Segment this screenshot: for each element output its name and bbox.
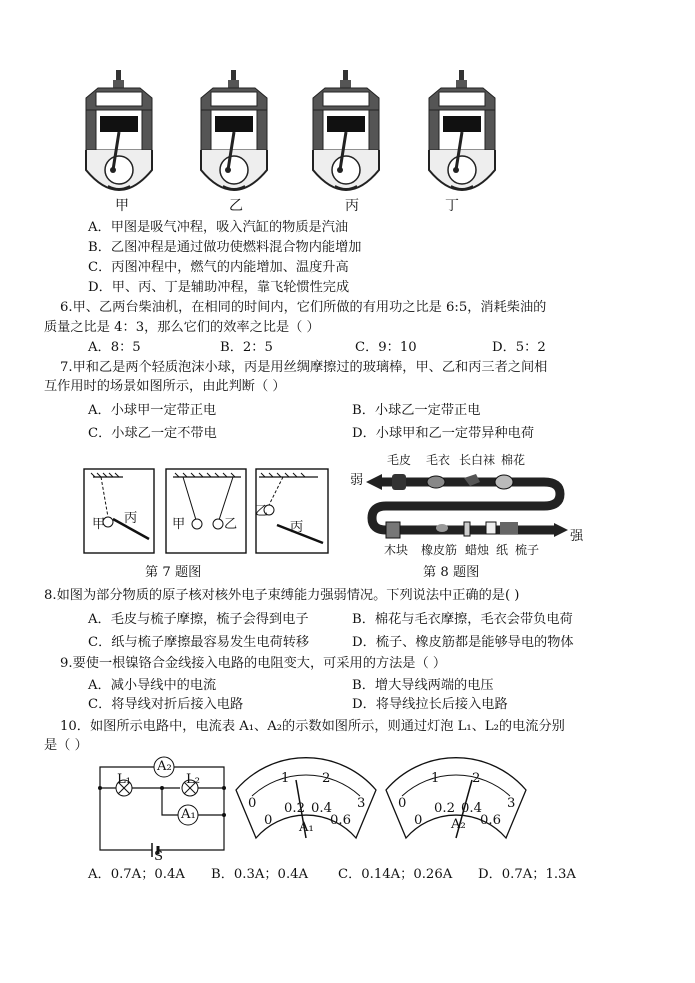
engine-label-jia: 甲 <box>115 198 129 214</box>
engine-label-bing: 丙 <box>345 198 359 214</box>
meter2-inner-1: 0.2 <box>434 801 455 816</box>
engine-label-yi: 乙 <box>229 198 243 214</box>
meter1-label: A₁ <box>299 820 314 835</box>
q7-fig-label-yi2: 乙 <box>224 517 238 532</box>
q8-strong-label: 强 <box>570 529 584 544</box>
meter1-outer-2: 2 <box>322 771 331 786</box>
meter1-inner-0: 0 <box>264 813 273 828</box>
meter2-outer-1: 1 <box>431 771 440 786</box>
meter1-outer-0: 0 <box>248 796 257 811</box>
q5-option-b: B．乙图冲程是通过做功使燃料混合物内能增加 <box>88 240 362 255</box>
q7-option-b: B．小球乙一定带正电 <box>352 403 481 418</box>
meter2-inner-0: 0 <box>414 813 423 828</box>
q10-option-b: B．0.3A；0.4A <box>211 867 309 882</box>
q10-option-a: A．0.7A；0.4A <box>88 867 185 882</box>
meter2-outer-3: 3 <box>507 796 516 811</box>
q8-bottom-label-1: 木块 <box>384 543 409 557</box>
meter2-inner-2: 0.4 <box>461 801 482 816</box>
q8-top-label-3: 长白袜 <box>459 453 496 467</box>
q7-caption: 第 7 题图 <box>145 565 202 580</box>
circuit-label-l2: L₂ <box>186 772 201 787</box>
q7-fig-label-bing3: 丙 <box>290 520 304 535</box>
q9-option-c: C．将导线对折后接入电路 <box>88 697 244 712</box>
q8-top-label-1: 毛皮 <box>387 453 412 467</box>
q8-bottom-label-4: 纸 <box>496 543 509 557</box>
q6-option-a: A．8：5 <box>88 340 141 355</box>
circuit-label-l1: L₁ <box>117 772 132 787</box>
meter1-inner-3: 0.6 <box>330 813 351 828</box>
q7-option-d: D．小球甲和乙一定带异种电荷 <box>352 426 535 441</box>
q9-option-a: A．减小导线中的电流 <box>88 678 217 693</box>
q8-bottom-label-5: 梳子 <box>515 543 540 557</box>
q8-weak-label: 弱 <box>350 473 364 488</box>
q8-caption: 第 8 题图 <box>423 565 480 580</box>
meter1-outer-1: 1 <box>281 771 290 786</box>
meter1-inner-2: 0.4 <box>311 801 332 816</box>
meter2-outer-0: 0 <box>398 796 407 811</box>
q8-option-d: D．梳子、橡皮筋都是能够导电的物体 <box>352 635 574 650</box>
q10-option-c: C．0.14A；0.26A <box>338 867 453 882</box>
q8-bottom-label-2: 橡皮筋 <box>421 543 458 557</box>
q8-option-a: A．毛皮与梳子摩擦，梳子会得到电子 <box>88 612 309 627</box>
engine-figures <box>80 70 500 220</box>
q7-stem-line1: 7.甲和乙是两个轻质泡沫小球，丙是用丝绸摩擦过的玻璃棒，甲、乙和丙三者之间相 <box>60 360 548 375</box>
engine-yi <box>201 70 267 190</box>
q7-fig-label-bing1: 丙 <box>124 511 138 526</box>
meter1-outer-3: 3 <box>357 796 366 811</box>
q8-top-label-2: 毛衣 <box>426 453 451 467</box>
q8-figure <box>364 466 574 544</box>
q8-top-label-4: 棉花 <box>501 453 526 467</box>
q10-stem-line2: 是（ ） <box>44 738 88 753</box>
engine-bing <box>313 70 379 190</box>
q9-stem: 9.要使一根镍铬合金线接入电路的电阻变大，可采用的方法是（ ） <box>60 656 447 671</box>
circuit-label-s: S <box>154 849 164 864</box>
q7-fig-label-jia1: 甲 <box>92 517 106 532</box>
q8-bottom-label-3: 蜡烛 <box>465 543 490 557</box>
q6-option-b: B．2：5 <box>220 340 273 355</box>
q5-option-d: D．甲、丙、丁是辅助冲程，靠飞轮惯性完成 <box>88 280 350 295</box>
meter2-label: A₂ <box>451 817 466 832</box>
q5-option-a: A．甲图是吸气冲程，吸入汽缸的物质是汽油 <box>88 220 349 235</box>
q8-stem: 8.如图为部分物质的原子核对核外电子束缚能力强弱情况。下列说法中正确的是( ) <box>44 588 520 603</box>
meter2-outer-2: 2 <box>472 771 481 786</box>
q7-option-a: A．小球甲一定带正电 <box>88 403 217 418</box>
q9-option-b: B．增大导线两端的电压 <box>352 678 494 693</box>
q7-option-c: C．小球乙一定不带电 <box>88 426 217 441</box>
q5-option-c: C．丙图冲程中，燃气的内能增加、温度升高 <box>88 260 349 275</box>
q6-option-d: D．5：2 <box>492 340 546 355</box>
q6-option-c: C．9：10 <box>355 340 417 355</box>
circuit-label-a2: A₂ <box>157 759 172 774</box>
q7-fig-label-yi3: 乙 <box>255 504 269 519</box>
engine-label-ding: 丁 <box>445 198 459 214</box>
q8-option-b: B．棉花与毛衣摩擦，毛衣会带负电荷 <box>352 612 573 627</box>
q10-stem-line1: 10．如图所示电路中，电流表 A₁、A₂的示数如图所示，则通过灯泡 L₁、L₂的电流分别 <box>60 719 565 734</box>
q7-stem-line2: 互作用时的场景如图所示，由此判断（ ） <box>44 379 286 394</box>
meter1-inner-1: 0.2 <box>284 801 305 816</box>
q7-figure <box>83 467 333 555</box>
meter2-inner-3: 0.6 <box>480 813 501 828</box>
engine-ding <box>429 70 495 190</box>
circuit-label-a1: A₁ <box>181 807 196 822</box>
q10-option-d: D．0.7A；1.3A <box>478 867 576 882</box>
q6-stem-line1: 6.甲、乙两台柴油机，在相同的时间内，它们所做的有用功之比是 6:5，消耗柴油的 <box>60 300 547 315</box>
q6-stem-line2: 质量之比是 4：3，那么它们的效率之比是（ ） <box>44 320 320 335</box>
q8-option-c: C．纸与梳子摩擦最容易发生电荷转移 <box>88 635 310 650</box>
q7-fig-label-jia2: 甲 <box>172 517 186 532</box>
q9-option-d: D．将导线拉长后接入电路 <box>352 697 508 712</box>
engine-jia <box>86 70 152 190</box>
